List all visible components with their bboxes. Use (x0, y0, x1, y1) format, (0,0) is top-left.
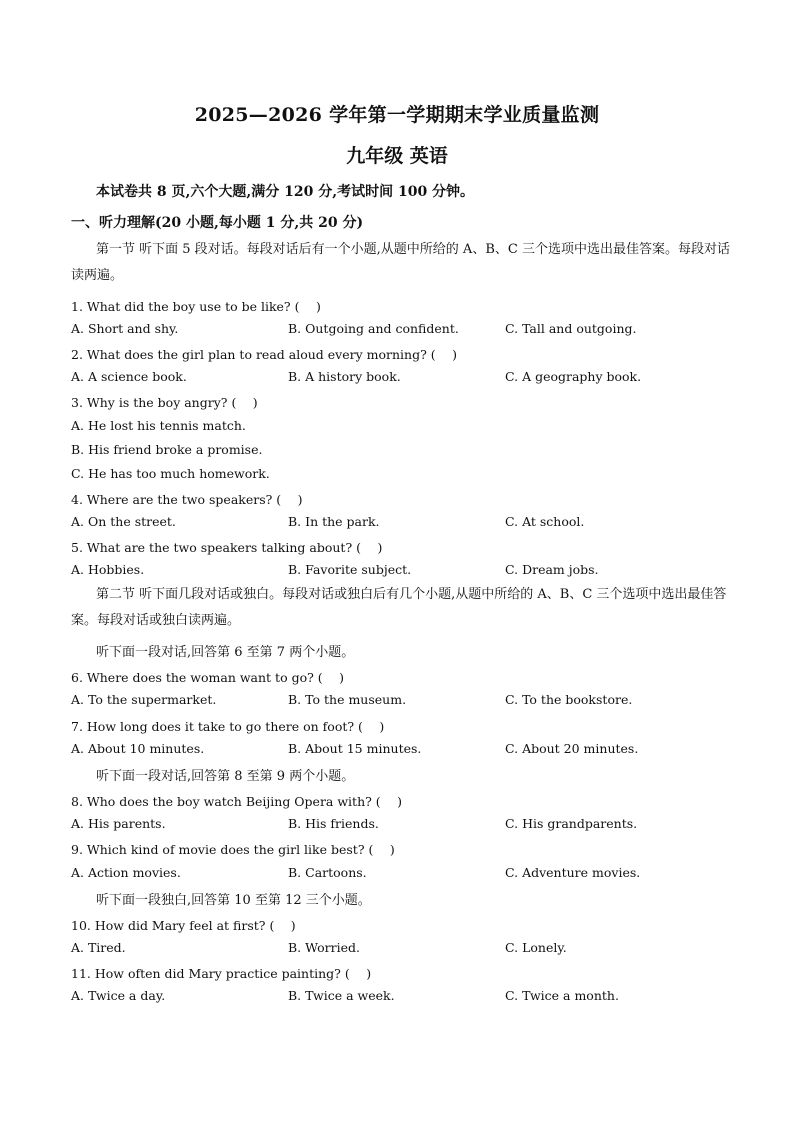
question-2: 2. What does the girl plan to read aloud every morning? ( ) (71, 347, 457, 362)
option-7b: B. About 15 minutes. (288, 741, 422, 756)
sub-instruction-6-7: 听下面一段对话,回答第 6 至第 7 两个小题。 (96, 645, 355, 660)
option-7a: A. About 10 minutes. (71, 741, 205, 756)
question-5: 5. What are the two speakers talking about? ( ) (71, 540, 383, 555)
option-1c: C. Tall and outgoing. (505, 321, 637, 336)
option-5b: B. Favorite subject. (288, 562, 412, 577)
option-6a: A. To the supermarket. (71, 692, 217, 707)
option-5a: A. Hobbies. (71, 562, 145, 577)
exam-subtitle: 九年级 英语 (346, 145, 448, 167)
question-1: 1. What did the boy use to be like? ( ) (71, 299, 321, 314)
section-heading: 一、听力理解(20 小题,每小题 1 分,共 20 分) (71, 215, 364, 231)
option-10b: B. Worried. (288, 940, 360, 955)
option-5c: C. Dream jobs. (505, 562, 599, 577)
exam-intro: 本试卷共 8 页,六个大题,满分 120 分,考试时间 100 分钟。 (96, 184, 475, 200)
option-10c: C. Lonely. (505, 940, 567, 955)
option-9b: B. Cartoons. (288, 865, 367, 880)
question-7: 7. How long does it take to go there on foot? ( ) (71, 719, 385, 734)
option-3b: B. His friend broke a promise. (71, 442, 263, 457)
option-3a: A. He lost his tennis match. (71, 418, 246, 433)
question-4: 4. Where are the two speakers? ( ) (71, 492, 303, 507)
option-1a: A. Short and shy. (71, 321, 179, 336)
option-8c: C. His grandparents. (505, 816, 638, 831)
exam-title: 2025—2026 学年第一学期期末学业质量监测 (194, 104, 600, 126)
part1-instruction: 第一节 听下面 5 段对话。每段对话后有一个小题,从题中所给的 A、B、C 三个选项中选出最佳答案。每段对话读两遍。 (71, 242, 730, 283)
option-7c: C. About 20 minutes. (505, 741, 639, 756)
option-6c: C. To the bookstore. (505, 692, 633, 707)
option-9c: C. Adventure movies. (505, 865, 641, 880)
option-10a: A. Tired. (71, 940, 126, 955)
sub-instruction-10-12: 听下面一段独白,回答第 10 至第 12 三个小题。 (96, 893, 371, 908)
question-10: 10. How did Mary feel at first? ( ) (71, 918, 296, 933)
part2-instruction: 第二节 听下面几段对话或独白。每段对话或独白后有几个小题,从题中所给的 A、B、C 三个选项中选出最佳答案。每段对话或独白读两遍。 (71, 587, 727, 628)
question-6: 6. Where does the woman want to go? ( ) (71, 670, 345, 685)
sub-instruction-8-9: 听下面一段对话,回答第 8 至第 9 两个小题。 (96, 769, 355, 784)
option-11b: B. Twice a week. (288, 988, 395, 1003)
option-4a: A. On the street. (71, 514, 176, 529)
option-11c: C. Twice a month. (505, 988, 619, 1003)
question-11: 11. How often did Mary practice painting? ( ) (71, 966, 372, 981)
option-11a: A. Twice a day. (71, 988, 166, 1003)
option-4c: C. At school. (505, 514, 585, 529)
option-4b: B. In the park. (288, 514, 380, 529)
option-3c: C. He has too much homework. (71, 466, 270, 481)
option-8b: B. His friends. (288, 816, 379, 831)
option-2c: C. A geography book. (505, 369, 642, 384)
option-2a: A. A science book. (71, 369, 187, 384)
question-8: 8. Who does the boy watch Beijing Opera with? ( ) (71, 794, 403, 809)
option-6b: B. To the museum. (288, 692, 407, 707)
question-3: 3. Why is the boy angry? ( ) (71, 395, 258, 410)
option-8a: A. His parents. (71, 816, 166, 831)
option-9a: A. Action movies. (71, 865, 181, 880)
question-9: 9. Which kind of movie does the girl like best? ( ) (71, 842, 395, 857)
option-2b: B. A history book. (288, 369, 401, 384)
option-1b: B. Outgoing and confident. (288, 321, 459, 336)
